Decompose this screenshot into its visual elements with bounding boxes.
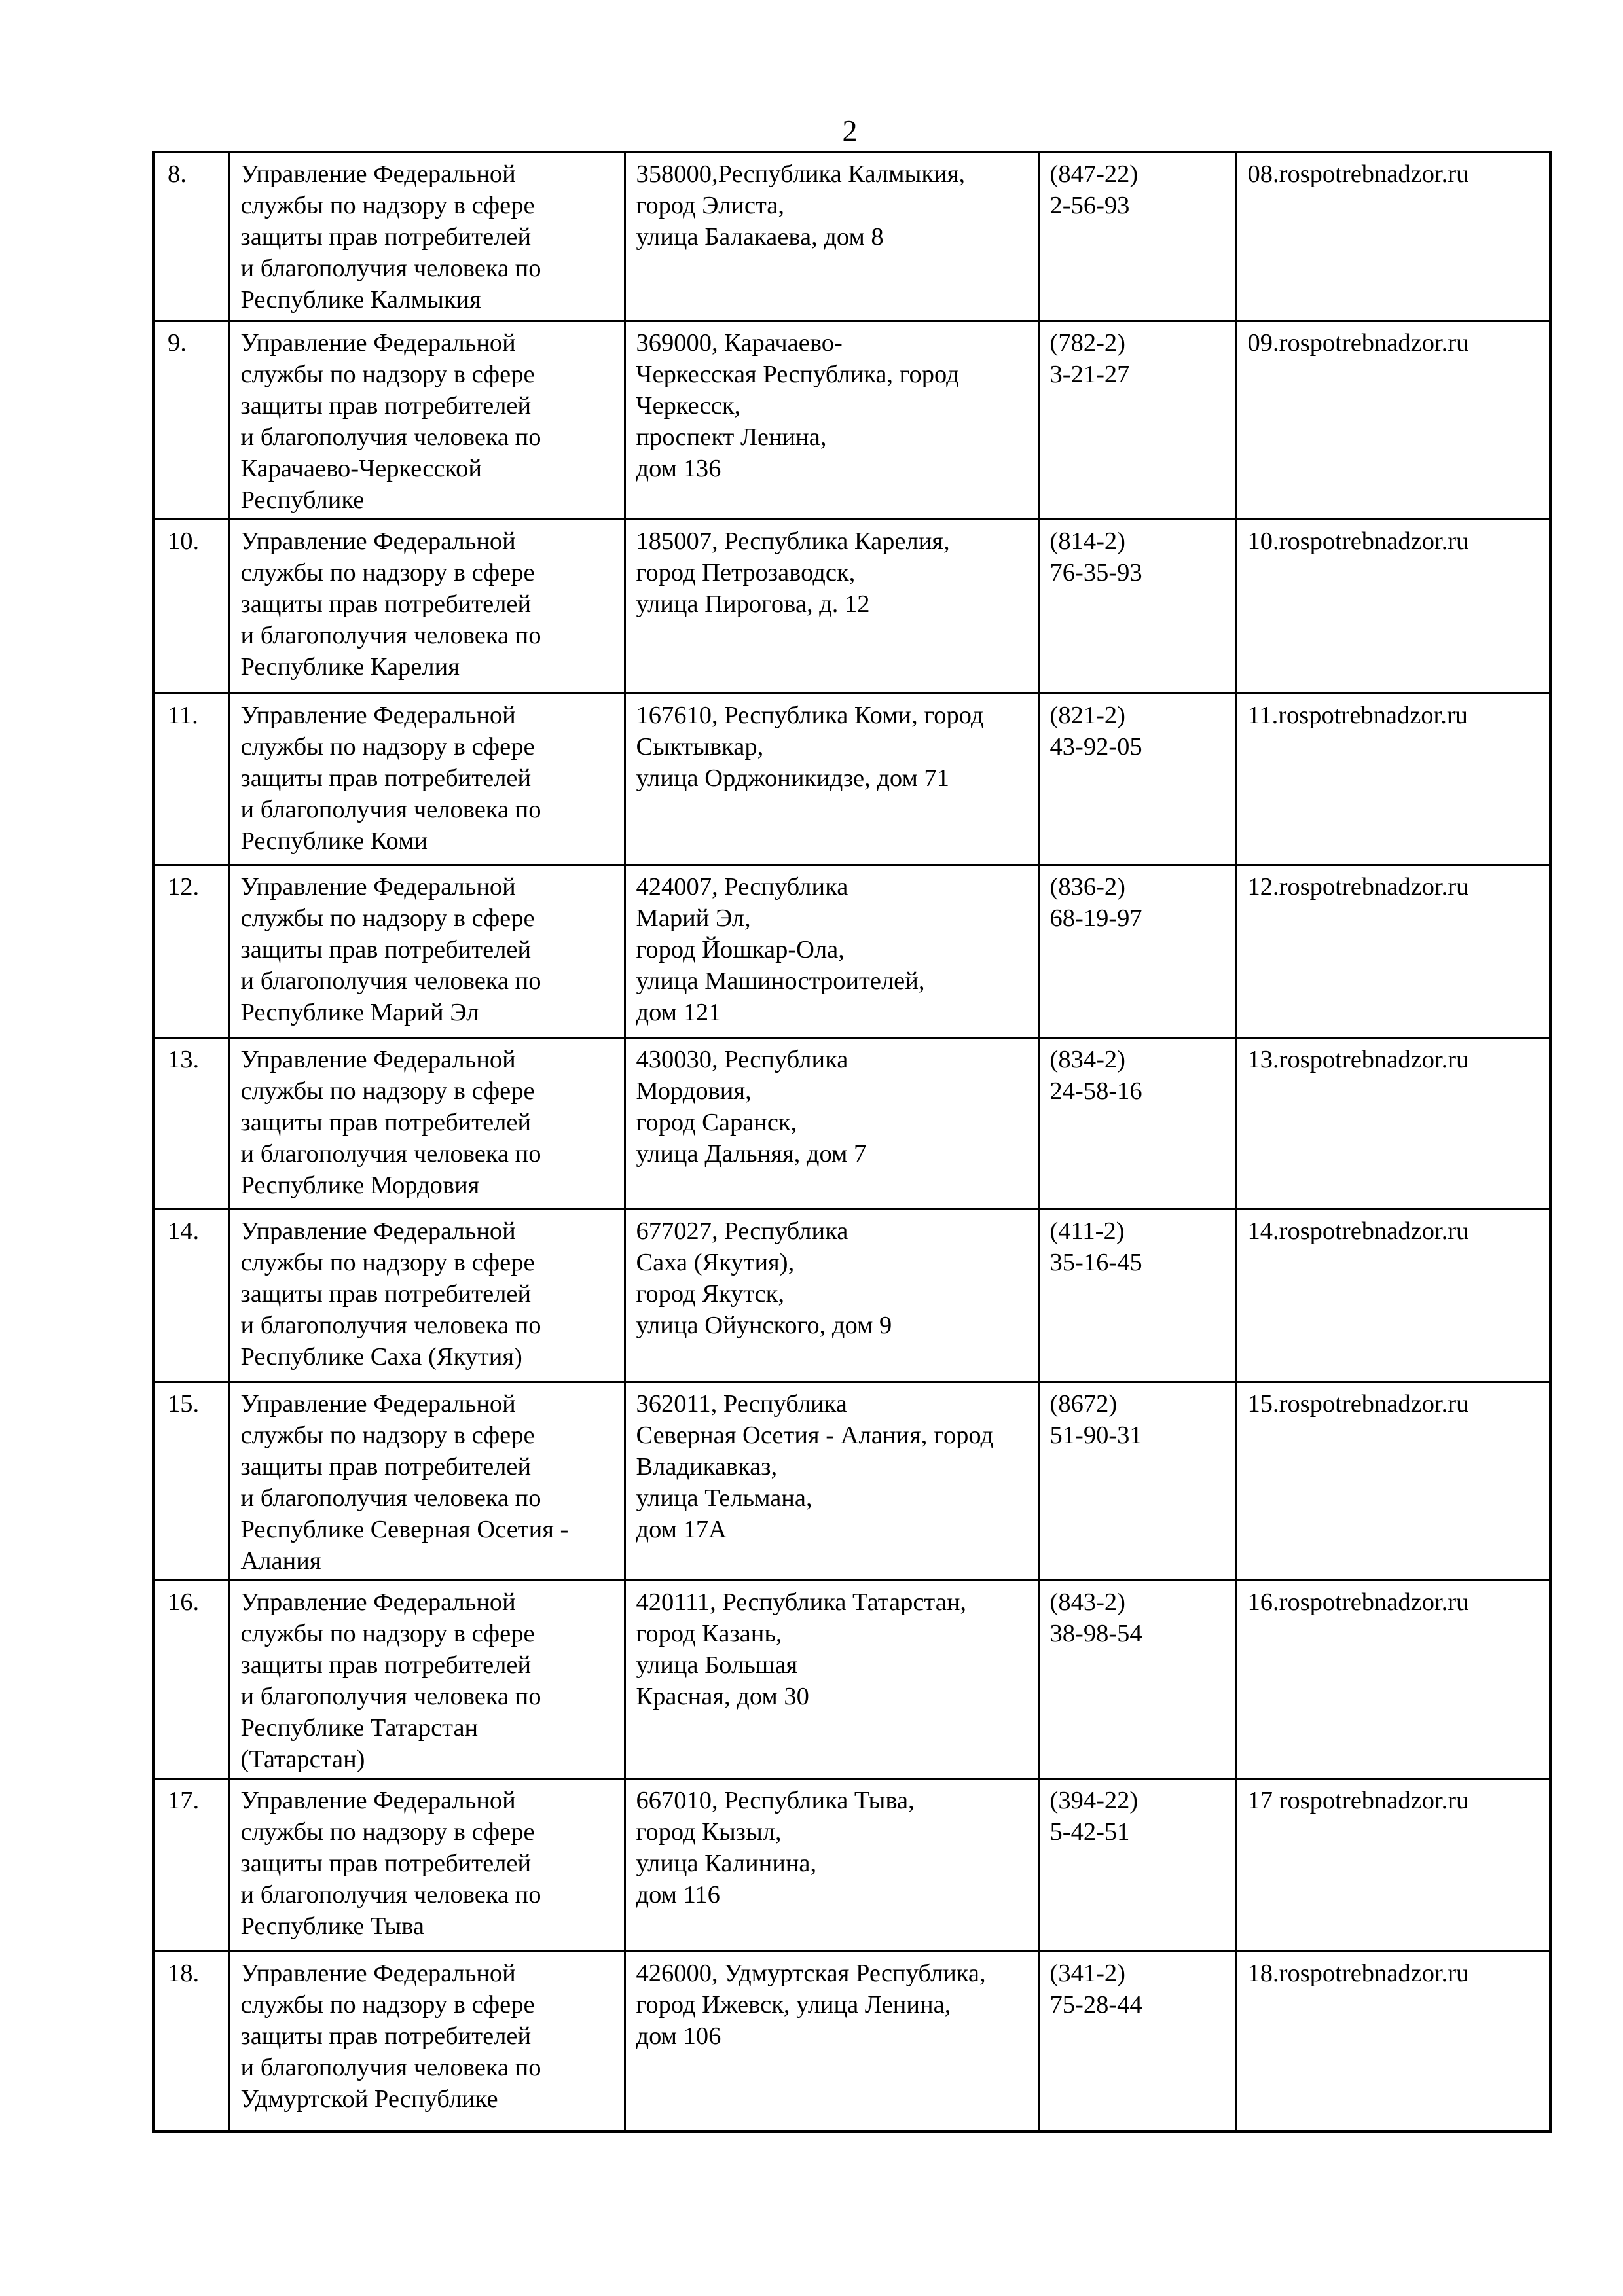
phone-cell: [1038, 693, 1236, 865]
address-line: улица Балакаева, дом 8: [636, 223, 884, 251]
address-line: город Элиста,: [636, 192, 785, 219]
address-cell: [625, 1037, 1038, 1209]
agency-name-line: Республике Северная Осетия -: [240, 1515, 569, 1543]
website-cell: [1236, 693, 1550, 865]
agency-name-line: Республике Мордовия: [240, 1171, 480, 1199]
address-line: Черкесск,: [636, 391, 741, 420]
agency-name-line: защиты прав потребителей: [240, 2022, 532, 2050]
agency-name-line: службы по надзору в сфере: [240, 1421, 535, 1449]
website-link: 13.rospotrebnadzor.ru: [1247, 1045, 1469, 1073]
agency-name-line: Управление Федеральной: [240, 1786, 516, 1814]
address-line: город Петрозаводск,: [636, 558, 856, 586]
address-line: город Кызыл,: [636, 1818, 782, 1846]
address-line: Марий Эл,: [636, 904, 751, 932]
agency-name-line: и благополучия человека по: [240, 1484, 541, 1512]
table-row: [153, 1209, 1550, 1382]
agency-name-cell: [229, 152, 625, 321]
address-line: 167610, Республика Коми, город: [636, 701, 984, 729]
phone-line: 68-19-97: [1049, 904, 1142, 932]
address-line: улица Дальняя, дом 7: [636, 1139, 867, 1168]
website-link: 18.rospotrebnadzor.ru: [1247, 1959, 1469, 1987]
agency-name-line: защиты прав потребителей: [240, 590, 532, 618]
row-number: 10.: [153, 519, 229, 693]
address-line: улица Калинина,: [636, 1849, 817, 1877]
website-link: 10.rospotrebnadzor.ru: [1247, 527, 1469, 555]
website-cell: [1236, 321, 1550, 519]
address-line: Северная Осетия - Алания, город: [636, 1421, 994, 1449]
website-link: 17 rospotrebnadzor.ru: [1247, 1786, 1469, 1814]
agency-name-cell: [229, 693, 625, 865]
phone-cell: [1038, 1037, 1236, 1209]
agency-name-line: и благополучия человека по: [240, 423, 541, 451]
address-line: город Саранск,: [636, 1108, 797, 1136]
agency-name-line: Республике Марий Эл: [240, 998, 479, 1026]
address-line: 430030, Республика: [636, 1045, 848, 1073]
address-line: город Казань,: [636, 1619, 782, 1647]
agency-name-line: службы по надзору в сфере: [240, 1248, 535, 1276]
phone-line: 43-92-05: [1049, 732, 1142, 761]
agency-name-line: и благополучия человека по: [240, 1139, 541, 1168]
agency-name-line: Республике Коми: [240, 827, 428, 855]
address-line: 358000,Республика Калмыкия,: [636, 160, 965, 188]
table-row: [153, 1951, 1550, 2132]
agency-name-cell: [229, 1382, 625, 1580]
agency-name-line: защиты прав потребителей: [240, 1108, 532, 1136]
address-line: дом 17А: [636, 1515, 727, 1543]
agency-name-line: службы по надзору в сфере: [240, 558, 535, 586]
phone-line: 2-56-93: [1049, 192, 1130, 219]
address-line: 362011, Республика: [636, 1390, 847, 1418]
phone-line: 76-35-93: [1049, 558, 1142, 586]
address-line: дом 106: [636, 2022, 721, 2050]
phone-line: (821-2): [1049, 701, 1125, 729]
row-number: 12.: [153, 865, 229, 1037]
phone-line: (843-2): [1049, 1588, 1125, 1616]
agency-name-line: (Татарстан): [240, 1745, 365, 1773]
address-cell: [625, 1382, 1038, 1580]
agency-name-line: защиты прав потребителей: [240, 391, 532, 420]
agency-name-line: Республике Татарстан: [240, 1713, 479, 1742]
phone-cell: [1038, 1209, 1236, 1382]
phone-line: (847-22): [1049, 160, 1139, 188]
row-number: 17.: [153, 1778, 229, 1951]
agency-name-line: и благополучия человека по: [240, 255, 541, 282]
address-cell: [625, 1580, 1038, 1778]
agency-name-line: Карачаево-Черкесской: [240, 454, 483, 482]
address-line: 677027, Республика: [636, 1217, 848, 1245]
table-row: [153, 1382, 1550, 1580]
website-link: 09.rospotrebnadzor.ru: [1247, 329, 1469, 357]
address-line: 424007, Республика: [636, 872, 848, 901]
phone-cell: [1038, 1580, 1236, 1778]
address-line: улица Тельмана,: [636, 1484, 812, 1512]
phone-line: (394-22): [1049, 1786, 1139, 1814]
address-cell: [625, 1778, 1038, 1951]
agency-name-line: и благополучия человека по: [240, 1311, 541, 1339]
phone-cell: [1038, 519, 1236, 693]
agency-name-line: Управление Федеральной: [240, 1045, 516, 1073]
website-cell: [1236, 1382, 1550, 1580]
table-row: [153, 152, 1550, 321]
table-row: [153, 865, 1550, 1037]
address-line: город Ижевск, улица Ленина,: [636, 1990, 951, 2018]
agency-name-line: службы по надзору в сфере: [240, 1990, 535, 2018]
agency-name-line: Республике Тыва: [240, 1912, 425, 1940]
agency-name-cell: [229, 1778, 625, 1951]
phone-line: (814-2): [1049, 527, 1125, 555]
website-cell: [1236, 1778, 1550, 1951]
website-link: 14.rospotrebnadzor.ru: [1247, 1217, 1469, 1245]
agency-name-cell: [229, 519, 625, 693]
address-line: улица Машиностроителей,: [636, 967, 925, 995]
agency-name-line: службы по надзору в сфере: [240, 732, 535, 761]
agency-name-line: Республике: [240, 486, 365, 514]
agency-name-line: службы по надзору в сфере: [240, 360, 535, 388]
address-line: Черкесская Республика, город: [636, 360, 959, 388]
table-row: [153, 1037, 1550, 1209]
agency-name-line: службы по надзору в сфере: [240, 904, 535, 932]
row-number: 9.: [153, 321, 229, 519]
website-cell: [1236, 1037, 1550, 1209]
address-cell: [625, 693, 1038, 865]
agency-name-line: защиты прав потребителей: [240, 764, 532, 792]
agency-name-line: Управление Федеральной: [240, 872, 516, 901]
address-line: город Якутск,: [636, 1280, 784, 1308]
agency-name-line: Управление Федеральной: [240, 1390, 516, 1418]
address-cell: [625, 865, 1038, 1037]
website-link: 08.rospotrebnadzor.ru: [1247, 160, 1469, 188]
agency-name-line: Управление Федеральной: [240, 1959, 516, 1987]
phone-line: (411-2): [1049, 1217, 1125, 1245]
row-number: 15.: [153, 1382, 229, 1580]
agency-name-line: защиты прав потребителей: [240, 1849, 532, 1877]
agency-name-line: Управление Федеральной: [240, 1588, 516, 1616]
agency-name-line: защиты прав потребителей: [240, 1452, 532, 1480]
phone-cell: [1038, 1951, 1236, 2132]
address-cell: [625, 519, 1038, 693]
agency-name-line: Управление Федеральной: [240, 1217, 516, 1245]
agency-name-line: службы по надзору в сфере: [240, 1077, 535, 1105]
agency-name-cell: [229, 1580, 625, 1778]
website-cell: [1236, 1209, 1550, 1382]
agency-name-line: Республике Калмыкия: [240, 286, 481, 314]
website-cell: [1236, 519, 1550, 693]
website-link: 11.rospotrebnadzor.ru: [1247, 701, 1468, 729]
address-line: улица Пирогова, д. 12: [636, 590, 870, 618]
agency-name-cell: [229, 1951, 625, 2132]
agency-name-line: защиты прав потребителей: [240, 1651, 532, 1679]
phone-line: (782-2): [1049, 329, 1125, 357]
agency-name-cell: [229, 865, 625, 1037]
address-line: Владикавказ,: [636, 1452, 778, 1480]
agency-name-line: Управление Федеральной: [240, 527, 516, 555]
address-line: 420111, Республика Татарстан,: [636, 1588, 967, 1616]
row-number: 16.: [153, 1580, 229, 1778]
table-row: [153, 693, 1550, 865]
agency-name-line: Управление Федеральной: [240, 160, 516, 188]
table-row: [153, 1580, 1550, 1778]
agency-name-line: Удмуртской Республике: [240, 2085, 498, 2113]
agency-name-line: Управление Федеральной: [240, 329, 516, 357]
website-cell: [1236, 1580, 1550, 1778]
address-cell: [625, 1209, 1038, 1382]
phone-line: 3-21-27: [1049, 360, 1130, 388]
agency-name-line: службы по надзору в сфере: [240, 192, 535, 219]
phone-cell: [1038, 1778, 1236, 1951]
phone-line: 51-90-31: [1049, 1421, 1142, 1449]
table-row: [153, 321, 1550, 519]
agency-name-line: Управление Федеральной: [240, 701, 516, 729]
registry-table-body: [153, 152, 1550, 2132]
address-line: дом 121: [636, 998, 721, 1026]
address-line: Красная, дом 30: [636, 1682, 809, 1710]
address-line: дом 116: [636, 1880, 720, 1909]
address-line: 667010, Республика Тыва,: [636, 1786, 915, 1814]
phone-line: (341-2): [1049, 1959, 1125, 1987]
website-cell: [1236, 1951, 1550, 2132]
agency-name-cell: [229, 1209, 625, 1382]
website-cell: [1236, 865, 1550, 1037]
agency-name-line: и благополучия человека по: [240, 621, 541, 649]
address-cell: [625, 152, 1038, 321]
agency-name-line: защиты прав потребителей: [240, 223, 532, 251]
agency-name-line: защиты прав потребителей: [240, 935, 532, 963]
agency-name-line: и благополучия человека по: [240, 967, 541, 995]
address-cell: [625, 321, 1038, 519]
address-line: Мордовия,: [636, 1077, 752, 1105]
address-line: Саха (Якутия),: [636, 1248, 795, 1276]
table-row: [153, 1778, 1550, 1951]
agency-name-line: и благополучия человека по: [240, 1682, 541, 1710]
address-line: улица Ойунского, дом 9: [636, 1311, 892, 1339]
row-number: 18.: [153, 1951, 229, 2132]
agency-name-line: Республике Саха (Якутия): [240, 1342, 522, 1371]
agency-name-line: и благополучия человека по: [240, 1880, 541, 1909]
row-number: 14.: [153, 1209, 229, 1382]
row-number: 8.: [153, 152, 229, 321]
website-link: 16.rospotrebnadzor.ru: [1247, 1588, 1469, 1616]
address-line: улица Большая: [636, 1651, 798, 1679]
address-line: дом 136: [636, 454, 721, 482]
row-number: 11.: [153, 693, 229, 865]
phone-cell: [1038, 865, 1236, 1037]
phone-line: 24-58-16: [1049, 1077, 1142, 1105]
agency-name-line: Республике Карелия: [240, 653, 460, 681]
agency-name-line: службы по надзору в сфере: [240, 1818, 535, 1846]
website-link: 12.rospotrebnadzor.ru: [1247, 872, 1469, 901]
agency-name-line: службы по надзору в сфере: [240, 1619, 535, 1647]
website-link: 15.rospotrebnadzor.ru: [1247, 1390, 1469, 1418]
phone-line: (834-2): [1049, 1045, 1125, 1073]
phone-line: (836-2): [1049, 872, 1125, 901]
agency-name-line: и благополучия человека по: [240, 795, 541, 823]
phone-line: 35-16-45: [1049, 1248, 1142, 1276]
agency-name-cell: [229, 1037, 625, 1209]
address-cell: [625, 1951, 1038, 2132]
agency-name-line: и благополучия человека по: [240, 2053, 541, 2081]
agency-name-line: защиты прав потребителей: [240, 1280, 532, 1308]
address-line: 185007, Республика Карелия,: [636, 527, 950, 555]
address-line: город Йошкар-Ола,: [636, 935, 845, 963]
phone-line: 38-98-54: [1049, 1619, 1142, 1647]
row-number: 13.: [153, 1037, 229, 1209]
registry-table: [152, 151, 1552, 2133]
address-line: Сыктывкар,: [636, 732, 764, 761]
website-cell: [1236, 152, 1550, 321]
phone-line: 75-28-44: [1049, 1990, 1142, 2018]
address-line: 369000, Карачаево-: [636, 329, 843, 357]
table-row: [153, 519, 1550, 693]
page-number: 2: [842, 114, 858, 147]
agency-name-line: Алания: [240, 1547, 321, 1575]
phone-cell: [1038, 1382, 1236, 1580]
agency-name-cell: [229, 321, 625, 519]
address-line: улица Орджоникидзе, дом 71: [636, 764, 949, 792]
address-line: 426000, Удмуртская Республика,: [636, 1959, 986, 1987]
address-line: проспект Ленина,: [636, 423, 827, 451]
phone-line: 5-42-51: [1049, 1818, 1130, 1846]
phone-cell: [1038, 152, 1236, 321]
phone-line: (8672): [1049, 1390, 1118, 1418]
phone-cell: [1038, 321, 1236, 519]
